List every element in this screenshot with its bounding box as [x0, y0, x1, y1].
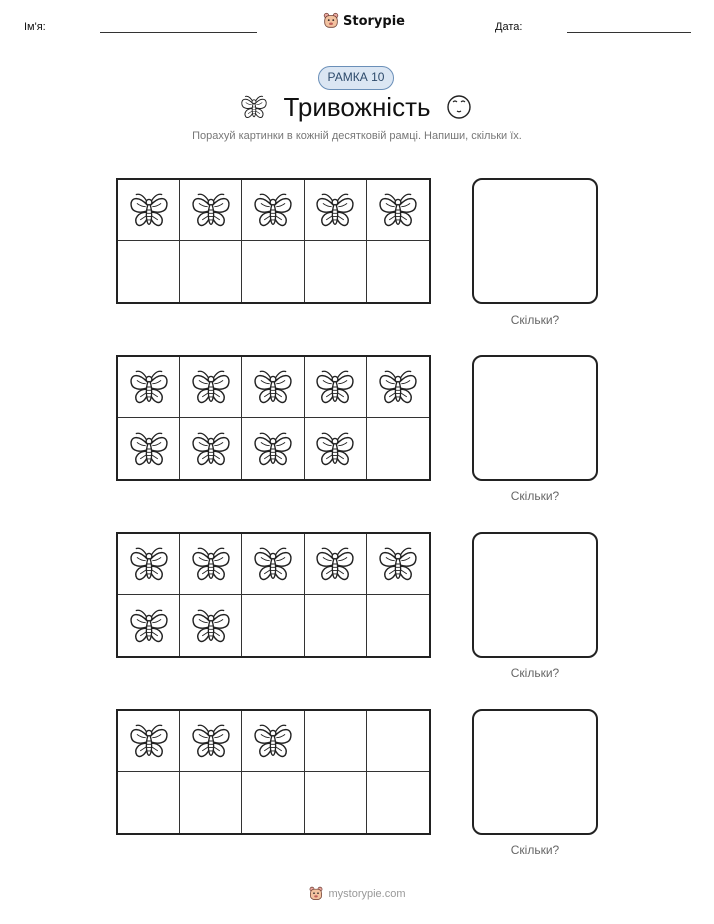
name-label: Ім'я: — [24, 21, 46, 33]
frame-cell — [305, 595, 367, 656]
footer — [0, 886, 714, 902]
date-line[interactable] — [567, 32, 691, 33]
frame-cell — [118, 180, 180, 241]
frame-cell — [305, 180, 367, 241]
frame-cell — [367, 595, 429, 656]
frame-cell — [118, 357, 180, 418]
frame-cell — [367, 772, 429, 833]
frame-cell — [367, 711, 429, 772]
butterfly-icon — [127, 542, 171, 586]
butterfly-icon — [251, 427, 295, 471]
frame-cell — [180, 357, 242, 418]
frame-cell — [118, 711, 180, 772]
frame-cell — [118, 772, 180, 833]
frame-cell — [305, 711, 367, 772]
butterfly-icon — [376, 365, 420, 409]
answer-box-4[interactable] — [472, 709, 598, 835]
butterfly-icon — [189, 427, 233, 471]
answer-box-1[interactable] — [472, 178, 598, 304]
how-many-label-2: Скільки? — [510, 489, 560, 503]
frame-cell — [180, 534, 242, 595]
butterfly-icon — [127, 188, 171, 232]
frame-cell — [242, 418, 304, 479]
butterfly-icon — [313, 427, 357, 471]
how-many-label-3: Скільки? — [510, 666, 560, 680]
butterfly-icon — [127, 427, 171, 471]
frame-cell — [118, 241, 180, 302]
butterfly-icon — [313, 365, 357, 409]
butterfly-icon — [127, 719, 171, 763]
frame-cell — [367, 534, 429, 595]
frame-cell — [118, 595, 180, 656]
frame-cell — [305, 241, 367, 302]
page-title: Тривожність — [283, 92, 431, 122]
frame-cell — [180, 772, 242, 833]
frame-cell — [180, 241, 242, 302]
frame-cell — [242, 772, 304, 833]
frame-cell — [367, 241, 429, 302]
frame-cell — [305, 357, 367, 418]
frame-cell — [242, 357, 304, 418]
frame-cell — [305, 772, 367, 833]
how-many-label-1: Скільки? — [510, 313, 560, 327]
answer-box-2[interactable] — [472, 355, 598, 481]
frame-cell — [242, 595, 304, 656]
ten-frame-3 — [116, 532, 431, 658]
frame-badge: РАМКА 10 — [318, 66, 394, 90]
frame-cell — [367, 357, 429, 418]
butterfly-icon — [127, 604, 171, 648]
storypie-mascot-icon — [322, 12, 340, 30]
frame-cell — [180, 595, 242, 656]
ten-frame-4 — [116, 709, 431, 835]
how-many-label-4: Скільки? — [510, 843, 560, 857]
frame-cell — [242, 711, 304, 772]
frame-cell — [367, 418, 429, 479]
butterfly-icon — [189, 719, 233, 763]
frame-cell — [242, 534, 304, 595]
frame-cell — [180, 418, 242, 479]
brand-name: Storypie — [343, 13, 405, 29]
butterfly-icon — [189, 542, 233, 586]
storypie-mascot-icon — [308, 886, 324, 902]
butterfly-icon — [189, 188, 233, 232]
butterfly-icon — [251, 188, 295, 232]
ten-frame-1 — [116, 178, 431, 304]
frame-cell — [242, 241, 304, 302]
butterfly-icon — [376, 188, 420, 232]
face-icon — [445, 93, 473, 121]
butterfly-icon — [251, 719, 295, 763]
frame-cell — [305, 418, 367, 479]
answer-box-3[interactable] — [472, 532, 598, 658]
butterfly-icon — [189, 604, 233, 648]
brand-logo — [322, 12, 405, 30]
butterfly-icon — [376, 542, 420, 586]
frame-cell — [180, 180, 242, 241]
frame-cell — [305, 534, 367, 595]
butterfly-icon — [313, 542, 357, 586]
frame-cell — [118, 418, 180, 479]
instructions: Порахуй картинки в кожній десятковій рамці. Напиши, скільки їх. — [192, 130, 522, 142]
footer-url[interactable]: mystorypie.com — [328, 888, 406, 900]
frame-cell — [180, 711, 242, 772]
butterfly-icon — [313, 188, 357, 232]
name-line[interactable] — [100, 32, 257, 33]
frame-cell — [242, 180, 304, 241]
date-label: Дата: — [495, 21, 523, 33]
butterfly-icon — [127, 365, 171, 409]
frame-cell — [367, 180, 429, 241]
butterfly-icon — [251, 542, 295, 586]
butterfly-icon — [189, 365, 233, 409]
butterfly-icon — [251, 365, 295, 409]
frame-cell — [118, 534, 180, 595]
ten-frame-2 — [116, 355, 431, 481]
